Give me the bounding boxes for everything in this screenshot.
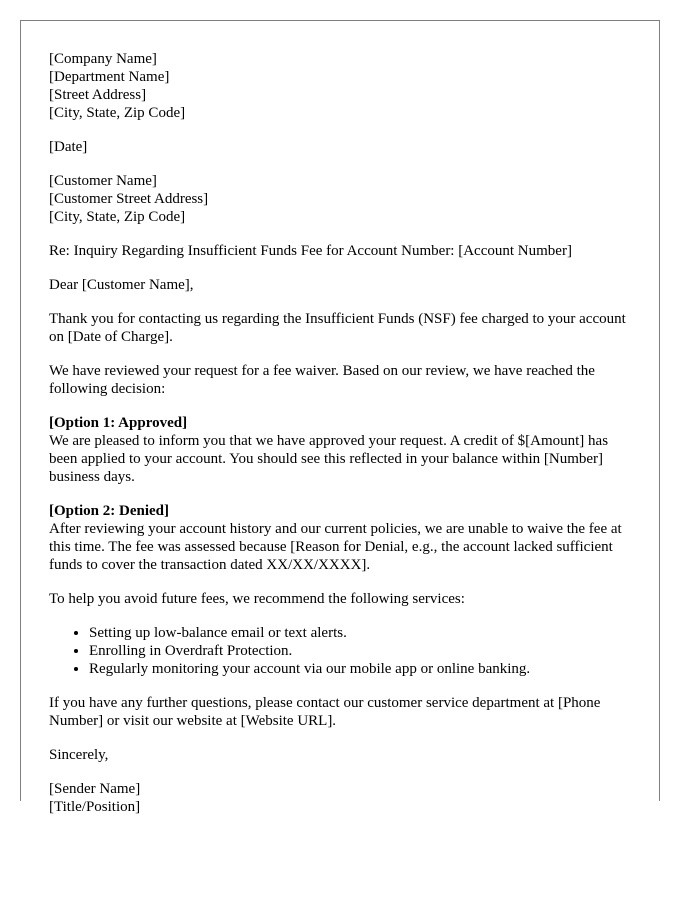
subject-line: Re: Inquiry Regarding Insufficient Funds Fee for Account Number: [Account Number]	[49, 243, 572, 259]
closing: Sincerely,	[49, 747, 109, 763]
company-name: [Company Name]	[49, 51, 157, 67]
list-item: • Regularly monitoring your account via our mobile app or online banking.	[89, 660, 639, 678]
salutation: Dear [Customer Name],	[49, 277, 194, 293]
review-paragraph: We have reviewed your request for a fee waiver. Based on our review, we have reached the following decision:	[49, 363, 595, 397]
option-denied	[49, 502, 639, 574]
list-item: • Enrolling in Overdraft Protection.	[89, 642, 639, 660]
sender-title: [Title/Position]	[49, 799, 141, 815]
option-denied-title: [Option 2: Denied]	[49, 503, 169, 519]
intro-paragraph: Thank you for contacting us regarding the Insufficient Funds (NSF) fee charged to your account on [Date of Charge].	[49, 311, 626, 345]
sender-address	[49, 50, 639, 122]
signature	[49, 780, 639, 816]
list-item: • Setting up low-balance email or text alerts.	[89, 624, 639, 642]
customer-city-state-zip: [City, State, Zip Code]	[49, 209, 186, 225]
option-denied-body: After reviewing your account history and our current policies, we are unable to waive the fee at this time. The fee was assessed because [Reason for Denial, e.g., the account lacked sufficient funds to cover the transaction dated XX/XX/XXXX].	[49, 521, 622, 573]
city-state-zip: [City, State, Zip Code]	[49, 105, 186, 121]
customer-name: [Customer Name]	[49, 173, 157, 189]
street-address: [Street Address]	[49, 87, 147, 103]
sender-name: [Sender Name]	[49, 781, 141, 797]
letter-page	[20, 20, 660, 815]
recipient-address	[49, 172, 639, 226]
letter-body	[49, 50, 639, 832]
option-approved	[49, 414, 639, 486]
option-approved-body: We are pleased to inform you that we have approved your request. A credit of $[Amount] has been applied to your account. You should see this reflected in your balance within [Number] business days.	[49, 433, 609, 485]
services-list	[49, 624, 639, 678]
option-approved-title: [Option 1: Approved]	[49, 415, 188, 431]
customer-street-address: [Customer Street Address]	[49, 191, 209, 207]
recommend-paragraph: To help you avoid future fees, we recommend the following services:	[49, 591, 465, 607]
department-name: [Department Name]	[49, 69, 170, 85]
letter-date: [Date]	[49, 139, 88, 155]
contact-paragraph: If you have any further questions, please contact our customer service department at [Phone Number] or visit our website at [Website URL].	[49, 695, 601, 729]
